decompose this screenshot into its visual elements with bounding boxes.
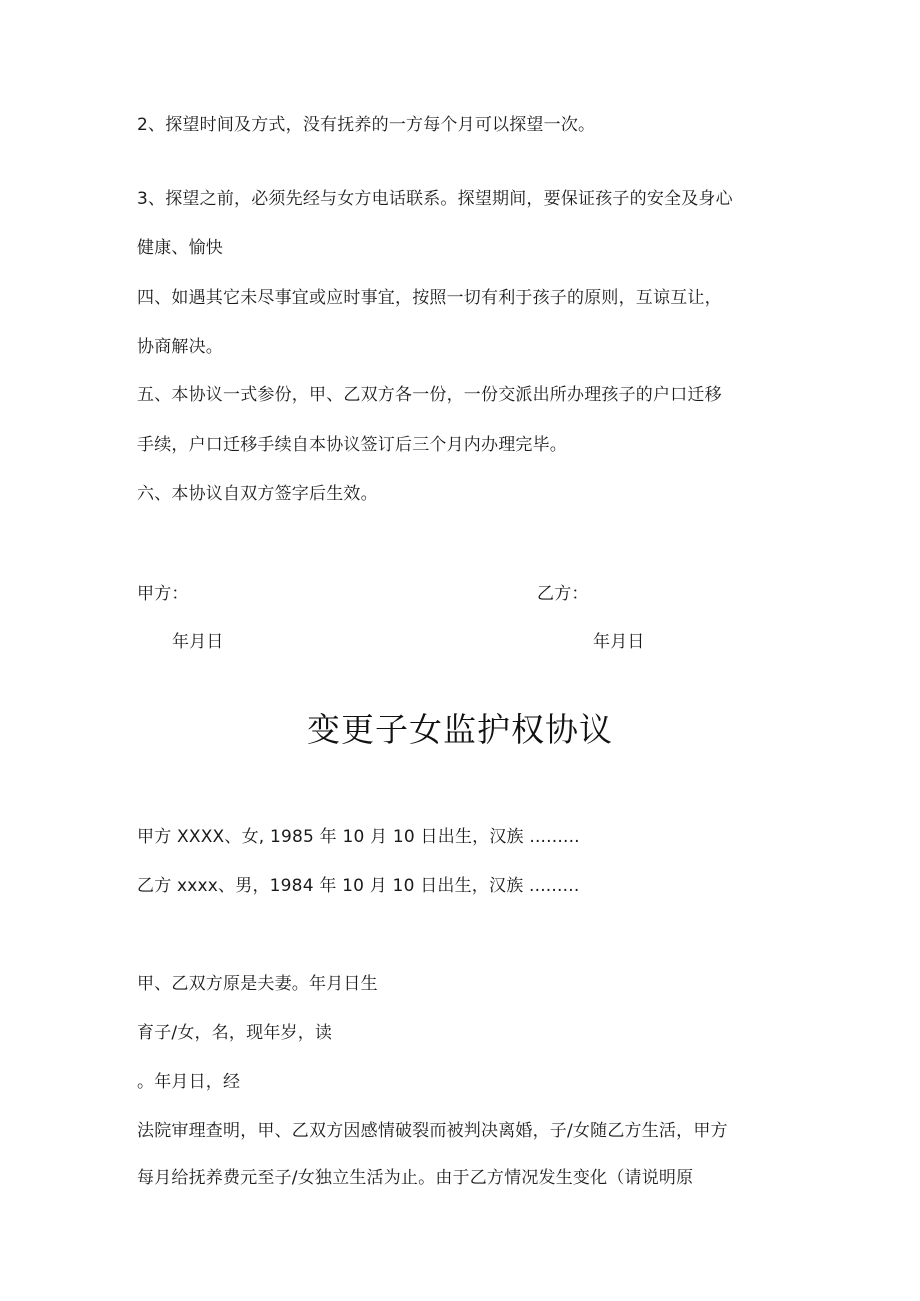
- body-line-3: 。年月日，经: [137, 1072, 241, 1092]
- clause-six: 六、本协议自双方签字后生效。: [137, 484, 378, 504]
- body-line-2: 育子/女，名，现年岁，读: [137, 1023, 333, 1043]
- clause-five-line1: 五、本协议一式参份，甲、乙双方各一份，一份交派出所办理孩子的户口迁移: [137, 385, 722, 405]
- clause-four-line2: 协商解决。: [137, 337, 223, 357]
- party-a-signature-label: 甲方：: [137, 584, 189, 604]
- paragraph-visit-contact-line2: 健康、愉快: [137, 238, 223, 258]
- paragraph-visit-time: 2、探望时间及方式，没有抚养的一方每个月可以探望一次。: [137, 115, 596, 135]
- party-a-date: 年月日: [172, 632, 224, 652]
- paragraph-visit-contact-line1: 3、探望之前，必须先经与女方电话联系。探望期间，要保证孩子的安全及身心: [137, 189, 733, 209]
- document-title: 变更子女监护权协议: [307, 710, 613, 749]
- party-b-date: 年月日: [593, 632, 645, 652]
- clause-four-line1: 四、如遇其它未尽事宜或应时事宜，按照一切有利于孩子的原则，互谅互让，: [137, 288, 722, 308]
- clause-five-line2: 手续，户口迁移手续自本协议签订后三个月内办理完毕。: [137, 435, 567, 455]
- party-b-signature-label: 乙方：: [537, 584, 589, 604]
- party-a-info: 甲方 XXXX、女, 1985 年 10 月 10 日出生，汉族 .........: [137, 827, 580, 847]
- body-line-4: 法院审理查明，甲、乙双方因感情破裂而被判决离婚，子/女随乙方生活，甲方: [137, 1121, 728, 1141]
- party-b-info: 乙方 xxxx、男，1984 年 10 月 10 日出生，汉族 .........: [137, 876, 580, 896]
- body-line-1: 甲、乙双方原是夫妻。年月日生: [137, 974, 378, 994]
- body-line-5: 每月给抚养费元至子/女独立生活为止。由于乙方情况发生变化（请说明原: [137, 1168, 694, 1188]
